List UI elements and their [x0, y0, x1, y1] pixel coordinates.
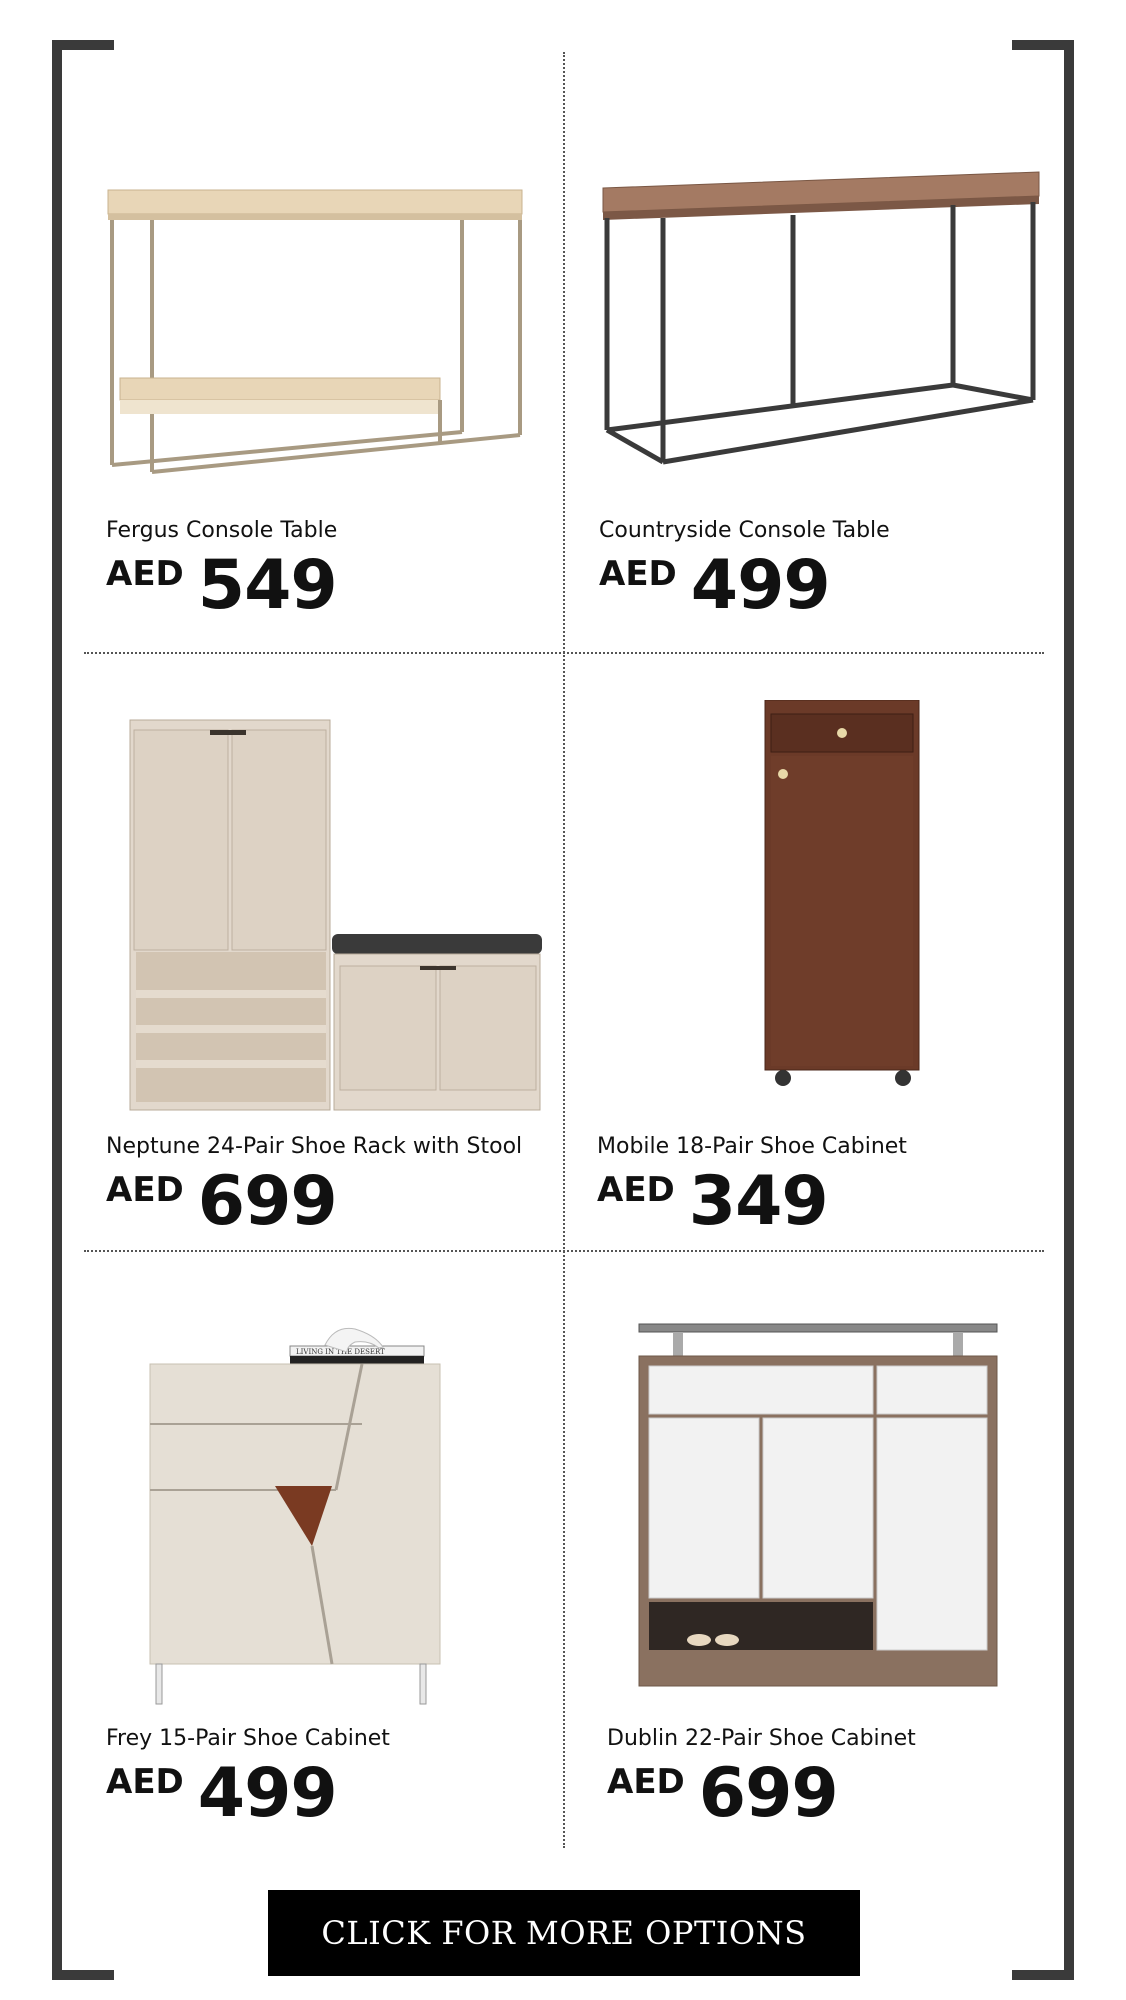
- price-amount: 499: [197, 1754, 337, 1833]
- mobile-shoe-cabinet-icon: [593, 700, 1043, 1120]
- product-price: [106, 546, 337, 625]
- more-options-button[interactable]: CLICK FOR MORE OPTIONS: [268, 1890, 860, 1976]
- product-name: Fergus Console Table: [106, 518, 338, 543]
- price-currency: AED: [106, 1170, 184, 1210]
- product-name: Mobile 18-Pair Shoe Cabinet: [597, 1134, 907, 1159]
- product-price: [106, 1754, 337, 1833]
- product-name: Dublin 22-Pair Shoe Cabinet: [607, 1726, 916, 1751]
- price-currency: AED: [597, 1170, 675, 1210]
- price-amount: 699: [197, 1162, 337, 1241]
- product-card-frey[interactable]: [100, 1300, 550, 1900]
- product-name: Countryside Console Table: [599, 518, 890, 543]
- product-price: [106, 1162, 337, 1241]
- price-amount: 549: [197, 546, 337, 625]
- price-amount: 499: [690, 546, 830, 625]
- product-card-mobile[interactable]: [593, 700, 1043, 1300]
- dublin-shoe-cabinet-icon: [593, 1300, 1043, 1720]
- console-table-oak-brass-icon: [100, 160, 540, 500]
- product-name: Neptune 24-Pair Shoe Rack with Stool: [106, 1134, 523, 1159]
- price-currency: AED: [106, 1762, 184, 1802]
- price-amount: 349: [688, 1162, 828, 1241]
- column-divider: [563, 52, 565, 1848]
- price-amount: 699: [698, 1754, 838, 1833]
- product-card-fergus[interactable]: [100, 160, 550, 760]
- product-price: [607, 1754, 838, 1833]
- console-table-walnut-black-icon: [593, 160, 1043, 500]
- product-price: [597, 1162, 828, 1241]
- product-price: [599, 546, 830, 625]
- product-card-dublin[interactable]: [593, 1300, 1043, 1900]
- price-currency: AED: [607, 1762, 685, 1802]
- product-card-neptune[interactable]: [100, 700, 550, 1300]
- book-spine-text: LIVING IN THE DESERT: [296, 1348, 385, 1356]
- shoe-rack-with-stool-icon: [100, 700, 550, 1120]
- frey-shoe-cabinet-icon: [100, 1300, 550, 1720]
- product-name: Frey 15-Pair Shoe Cabinet: [106, 1726, 390, 1751]
- price-currency: AED: [106, 554, 184, 594]
- product-card-countryside[interactable]: [593, 160, 1043, 760]
- price-currency: AED: [599, 554, 677, 594]
